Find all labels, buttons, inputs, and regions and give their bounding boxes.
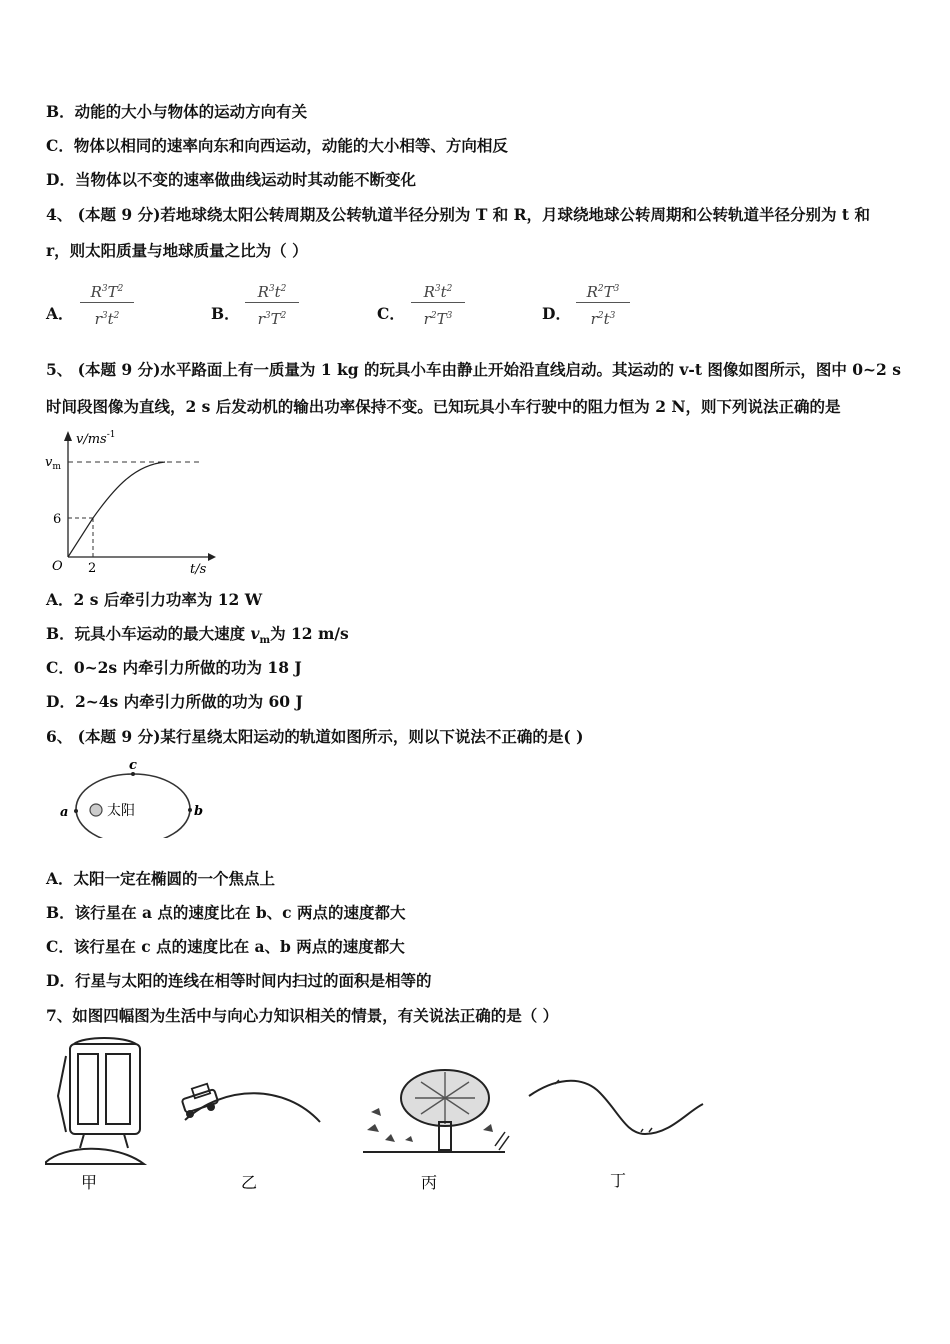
- x-axis-arrow-icon: [208, 553, 216, 561]
- fraction-numerator: $R^2T^3$: [586, 283, 620, 301]
- q4-option-c-fraction: [407, 278, 469, 327]
- q7-stem: 7、如图四幅图为生活中与向心力知识相关的情景，有关说法正确的是（ ）: [46, 1006, 559, 1025]
- point-a-label: a: [60, 805, 69, 820]
- q4-option-label: A．: [46, 304, 74, 323]
- q6-stem: 6、 (本题 9 分)某行星绕太阳运动的轨道如图所示，则以下说法不正确的是( ): [46, 727, 584, 746]
- q6-option-a: A．太阳一定在椭圆的一个焦点上: [46, 869, 276, 888]
- q4-option-label: B．: [211, 304, 240, 323]
- q4-option-a-fraction: [76, 278, 138, 327]
- vt-curve: [68, 462, 165, 557]
- sun-label: 太阳: [107, 803, 135, 819]
- fraction-numerator: $R^3t^2$: [423, 283, 453, 301]
- q3-option-d: D．当物体以不变的速率做曲线运动时其动能不断变化: [46, 170, 416, 189]
- q5-option-d: D．2~4s 内牵引力所做的功为 60 J: [46, 692, 303, 711]
- q3-option-c: C．物体以相同的速率向东和向西运动，动能的大小相等、方向相反: [46, 136, 508, 155]
- q4-stem-line1: 4、 (本题 9 分)若地球绕太阳公转周期及公转轨道半径分别为 T 和 R，月球绕地球公转周期和公转轨道半径分别为 t 和: [46, 205, 870, 224]
- x-axis-label: t/s: [190, 562, 207, 577]
- q5-stem-line1: 5、 (本题 9 分)水平路面上有一质量为 1 kg 的玩具小车由静止开始沿直线启动。其运动的 v-t 图像如图所示，图中 0~2 s: [46, 360, 901, 379]
- q6-orbit-figure: [55, 758, 215, 838]
- origin-label: O: [52, 559, 63, 574]
- label-ding: 丁: [610, 1171, 627, 1190]
- label-jia: 甲: [81, 1173, 98, 1192]
- fraction-denominator: $r^2t^3$: [590, 310, 616, 328]
- jia-panel-right: [106, 1054, 130, 1124]
- point-b-label: b: [194, 804, 204, 819]
- q5-option-c: C．0~2s 内牵引力所做的功为 18 J: [46, 658, 302, 677]
- q4-options: [46, 278, 666, 330]
- q5-stem-line2: 时间段图像为直线，2 s 后发动机的输出功率保持不变。已知玩具小车行驶中的阻力恒为 2 N，则下列说法正确的是: [46, 397, 841, 416]
- q6-option-c: C．该行星在 c 点的速度比在 a、b 两点的速度都大: [46, 937, 405, 956]
- tick-6-label: 6: [53, 512, 62, 527]
- point-a-marker: [74, 809, 78, 813]
- q4-option-label: C．: [377, 304, 405, 323]
- fraction-numerator: $R^3t^2$: [257, 283, 287, 301]
- q7-figure-yi: [175, 1070, 325, 1196]
- point-b-marker: [188, 808, 192, 812]
- fraction-denominator: $r^2T^3$: [423, 310, 453, 328]
- ding-track-curve: [529, 1081, 703, 1134]
- q5-option-a: A．2 s 后牵引力功率为 12 W: [46, 590, 263, 609]
- label-bing: 丙: [421, 1173, 438, 1192]
- q7-figure-jia: [44, 1036, 154, 1196]
- q7-figure-ding: [525, 1060, 710, 1196]
- y-axis-arrow-icon: [64, 431, 72, 441]
- point-c-label: c: [129, 758, 137, 773]
- vm-label: $v_m$: [45, 455, 61, 472]
- q3-option-b: B．动能的大小与物体的运动方向有关: [46, 102, 308, 121]
- fraction-denominator: $r^3T^2$: [257, 310, 287, 328]
- jia-ground: [46, 1149, 144, 1164]
- q6-option-d: D．行星与太阳的连线在相等时间内扫过的面积是相等的: [46, 971, 432, 990]
- tick-2-label: 2: [88, 561, 97, 576]
- fraction-denominator: $r^3t^2$: [94, 310, 120, 328]
- yi-wheel: [186, 1110, 194, 1118]
- label-yi: 乙: [241, 1173, 258, 1192]
- q5-option-b: B．玩具小车运动的最大速度 $v_m$为 12 m/s: [46, 624, 349, 647]
- q4-option-b-fraction: [241, 278, 303, 327]
- sun-icon: [90, 804, 102, 816]
- fraction-numerator: $R^3T^2$: [90, 283, 124, 301]
- q4-option-d-fraction: [572, 278, 634, 327]
- q6-option-b: B．该行星在 a 点的速度比在 b、c 两点的速度都大: [46, 903, 406, 922]
- q5-vt-graph: [40, 425, 220, 580]
- q4-stem-line2: r，则太阳质量与地球质量之比为（ ）: [46, 241, 308, 260]
- yi-wheel: [207, 1103, 215, 1111]
- y-axis-label: $v/ms^{-1}$: [76, 430, 116, 447]
- q7-figure-bing: [355, 1058, 525, 1196]
- q4-option-label: D．: [542, 304, 571, 323]
- jia-panel-left: [78, 1054, 98, 1124]
